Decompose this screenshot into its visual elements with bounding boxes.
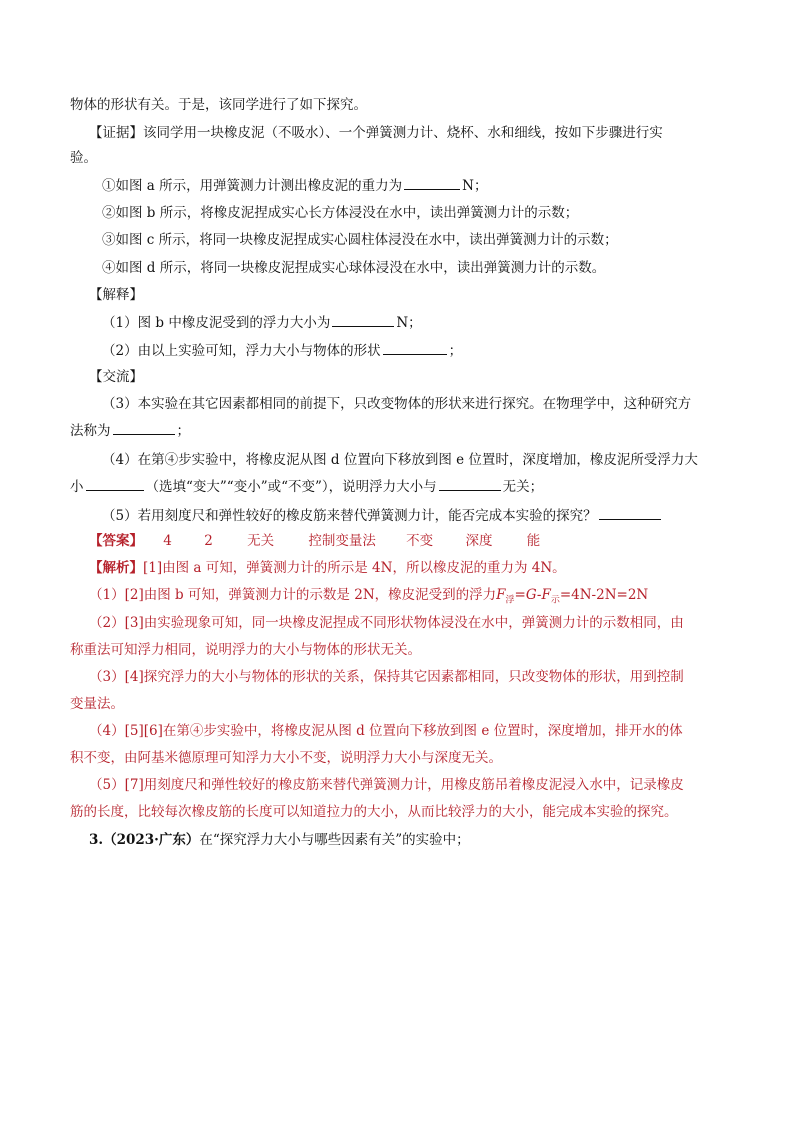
section-label: 【解释】 bbox=[89, 287, 143, 303]
answer-blank[interactable] bbox=[439, 476, 501, 491]
text-line: 验。 bbox=[70, 150, 97, 166]
text: N； bbox=[462, 178, 488, 194]
analysis-line: 筋的长度，比较每次橡皮筋的长度可以知道拉力的大小，从而比较浮力的大小，能完成本实验的探究。 bbox=[70, 804, 678, 820]
analysis-line: 积不变，由阿基米德原理可知浮力大小不变，说明浮力大小与深度无关。 bbox=[70, 750, 502, 766]
question-number: 3.（2023·广东） bbox=[89, 832, 200, 848]
analysis-line: （2）[3]由实验现象可知，同一块橡皮泥捏成不同形状物体浸没在水中，弹簧测力计的示数相同，由 bbox=[89, 615, 684, 631]
text: （1）图 b 中橡皮泥受到的浮力大小为 bbox=[102, 315, 331, 331]
answer-value: 控制变量法 bbox=[308, 533, 376, 549]
answer-value: 4 bbox=[163, 533, 172, 549]
answer-label: 【答案】 bbox=[89, 533, 143, 549]
formula-subscript: 浮 bbox=[505, 595, 515, 606]
evidence-line bbox=[89, 123, 739, 143]
question-3-cont bbox=[70, 420, 720, 441]
text-line: 物体的形状有关。于是，该同学进行了如下探究。 bbox=[70, 97, 367, 113]
answer-value: 能 bbox=[526, 533, 541, 549]
answer-row bbox=[89, 531, 739, 551]
question-3: （3）本实验在其它因素都相同的前提下，只改变物体的形状来进行探究。在物理学中，这种研究方 bbox=[102, 396, 692, 412]
question-5 bbox=[102, 505, 752, 526]
next-question bbox=[89, 830, 739, 850]
answer-blank[interactable] bbox=[404, 175, 460, 190]
question-4: （4）在第④步实验中，将橡皮泥从图 d 位置向下移放到图 e 位置时，深度增加，橡皮泥所受浮力大 bbox=[102, 452, 698, 468]
answer-value: 无关 bbox=[247, 533, 275, 549]
step-d: ④如图 d 所示，将同一块橡皮泥捏成实心球体浸没在水中，读出弹簧测力计的示数。 bbox=[102, 260, 606, 276]
analysis-line: （5）[7]用刻度尺和弹性较好的橡皮筋来替代弹簧测力计，用橡皮筋吊着橡皮泥浸入水中，记录橡皮 bbox=[89, 777, 684, 793]
text: ； bbox=[448, 343, 463, 359]
answer-blank[interactable] bbox=[599, 505, 661, 520]
analysis-line: （3）[4]探究浮力的大小与物体的形状的关系，保持其它因素都相同，只改变物体的形状，用到控制 bbox=[89, 669, 684, 685]
analysis-line: 变量法。 bbox=[70, 696, 124, 712]
answer-blank[interactable] bbox=[383, 340, 447, 355]
formula: =G-F bbox=[514, 587, 551, 603]
text: （5）若用刻度尺和弹性较好的橡皮筋来替代弹簧测力计，能否完成本实验的探究？ bbox=[102, 508, 597, 524]
question-2 bbox=[102, 340, 752, 361]
text: ①如图 a 所示，用弹簧测力计测出橡皮泥的重力为 bbox=[102, 178, 403, 194]
analysis-label: 【解析】 bbox=[89, 560, 143, 576]
text: 该同学用一块橡皮泥（不吸水）、一个弹簧测力计、烧杯、水和细线，按如下步骤进行实 bbox=[143, 125, 663, 141]
step-b: ②如图 b 所示，将橡皮泥捏成实心长方体浸没在水中，读出弹簧测力计的示数； bbox=[102, 205, 579, 221]
analysis-line bbox=[89, 558, 739, 578]
text: ； bbox=[176, 423, 190, 439]
analysis-line: （4）[5][6]在第④步实验中，将橡皮泥从图 d 位置向下移放到图 e 位置时，深度增加，排开水的体 bbox=[89, 723, 683, 739]
step-a bbox=[102, 175, 752, 196]
text: 无关； bbox=[502, 479, 544, 495]
formula: F bbox=[496, 587, 506, 603]
step-c: ③如图 c 所示，将同一块橡皮泥捏成实心圆柱体浸没在水中，读出弹簧测力计的示数； bbox=[102, 232, 618, 248]
answer-value: 深度 bbox=[465, 533, 493, 549]
formula: =4N-2N=2N bbox=[559, 587, 649, 603]
answer-value: 不变 bbox=[406, 533, 434, 549]
question-1 bbox=[102, 312, 752, 333]
text: 在“探究浮力大小与哪些因素有关”的实验中； bbox=[199, 832, 470, 848]
text: （选填“变大”“变小”或“不变”），说明浮力大小与 bbox=[145, 479, 437, 495]
answer-blank[interactable] bbox=[86, 476, 144, 491]
answer-blank[interactable] bbox=[332, 312, 394, 327]
analysis-line: 称重法可知浮力相同，说明浮力的大小与物体的形状无关。 bbox=[70, 642, 421, 658]
text: N； bbox=[396, 315, 422, 331]
formula-subscript: 示 bbox=[550, 595, 560, 606]
analysis-line bbox=[89, 585, 739, 611]
text: 法称为 bbox=[70, 423, 111, 439]
text: （2）由以上实验可知，浮力大小与物体的形状 bbox=[102, 343, 381, 359]
section-label: 【交流】 bbox=[89, 369, 143, 385]
section-label: 【证据】 bbox=[89, 125, 143, 141]
text: [1]由图 a 可知，弹簧测力计的所示是 4N，所以橡皮泥的重力为 4N。 bbox=[143, 560, 566, 576]
answer-blank[interactable] bbox=[113, 420, 175, 435]
answer-value: 2 bbox=[204, 533, 213, 549]
question-4-cont bbox=[70, 476, 720, 497]
text: 小 bbox=[70, 479, 84, 495]
text: （1）[2]由图 b 可知，弹簧测力计的示数是 2N，橡皮泥受到的浮力 bbox=[89, 587, 497, 603]
